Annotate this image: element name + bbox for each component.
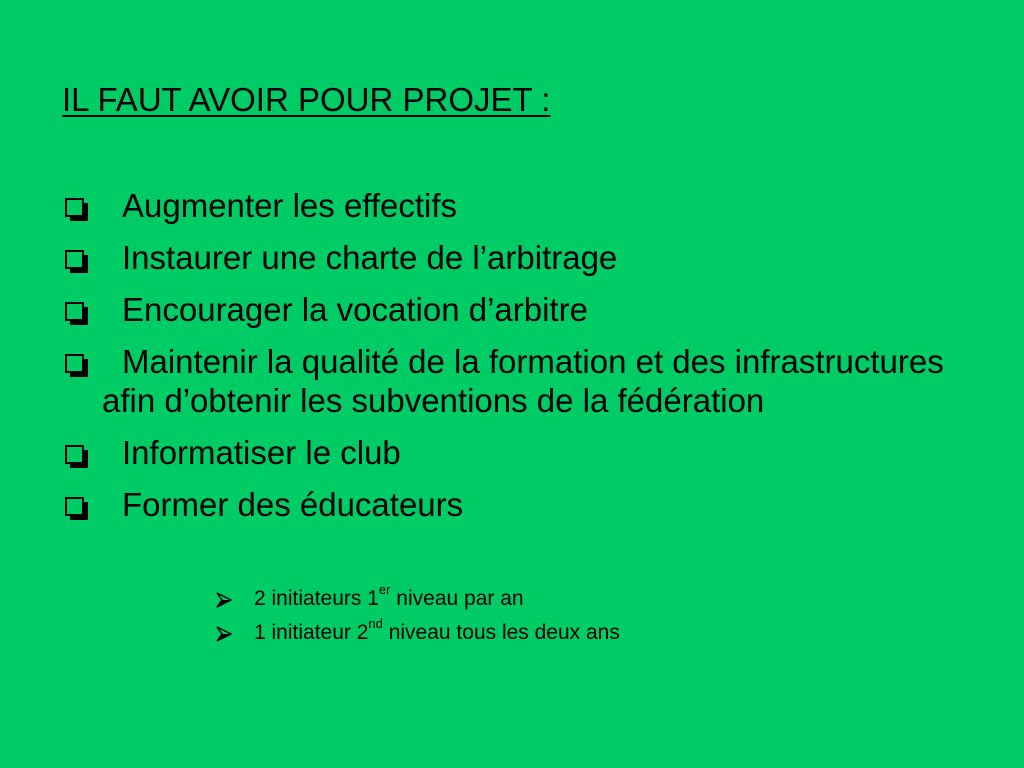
sub-bullet-item xyxy=(216,584,620,614)
bullet-text: Augmenter les effectifs xyxy=(122,187,458,224)
sub-bullet-item xyxy=(216,618,620,648)
bullet-text: Informatiser le club xyxy=(122,434,401,471)
arrow-right-icon xyxy=(216,592,232,608)
checkbox-square-icon xyxy=(65,250,84,269)
sub-bullet-superscript: nd xyxy=(368,616,383,631)
checkbox-square-icon xyxy=(65,497,84,516)
checkbox-square-icon xyxy=(65,354,84,373)
bullet-list xyxy=(62,186,962,537)
bullet-text: Encourager la vocation d’arbitre xyxy=(122,291,588,328)
bullet-item xyxy=(62,342,962,420)
bullet-text: Former des éducateurs xyxy=(122,486,464,523)
bullet-item xyxy=(62,290,962,329)
bullet-item xyxy=(62,186,962,225)
sub-bullet-prefix: 1 initiateur 2 xyxy=(254,621,369,644)
bullet-item xyxy=(62,485,962,524)
bullet-text: Instaurer une charte de l’arbitrage xyxy=(122,239,618,276)
checkbox-square-icon xyxy=(65,198,84,217)
sub-bullet-suffix: niveau par an xyxy=(390,587,524,610)
sub-bullet-suffix: niveau tous les deux ans xyxy=(382,621,620,644)
sub-bullet-list xyxy=(216,584,620,652)
arrow-right-icon xyxy=(216,626,232,642)
checkbox-square-icon xyxy=(65,302,84,321)
sub-bullet-superscript: er xyxy=(378,582,391,597)
bullet-item xyxy=(62,238,962,277)
checkbox-square-icon xyxy=(65,445,84,464)
bullet-item xyxy=(62,433,962,472)
sub-bullet-prefix: 2 initiateurs 1 xyxy=(254,587,379,610)
slide-title: IL FAUT AVOIR POUR PROJET : xyxy=(62,81,551,118)
bullet-text: Maintenir la qualité de la formation et des infrastructures afin d’obtenir les subventions de la fédération xyxy=(102,343,944,419)
